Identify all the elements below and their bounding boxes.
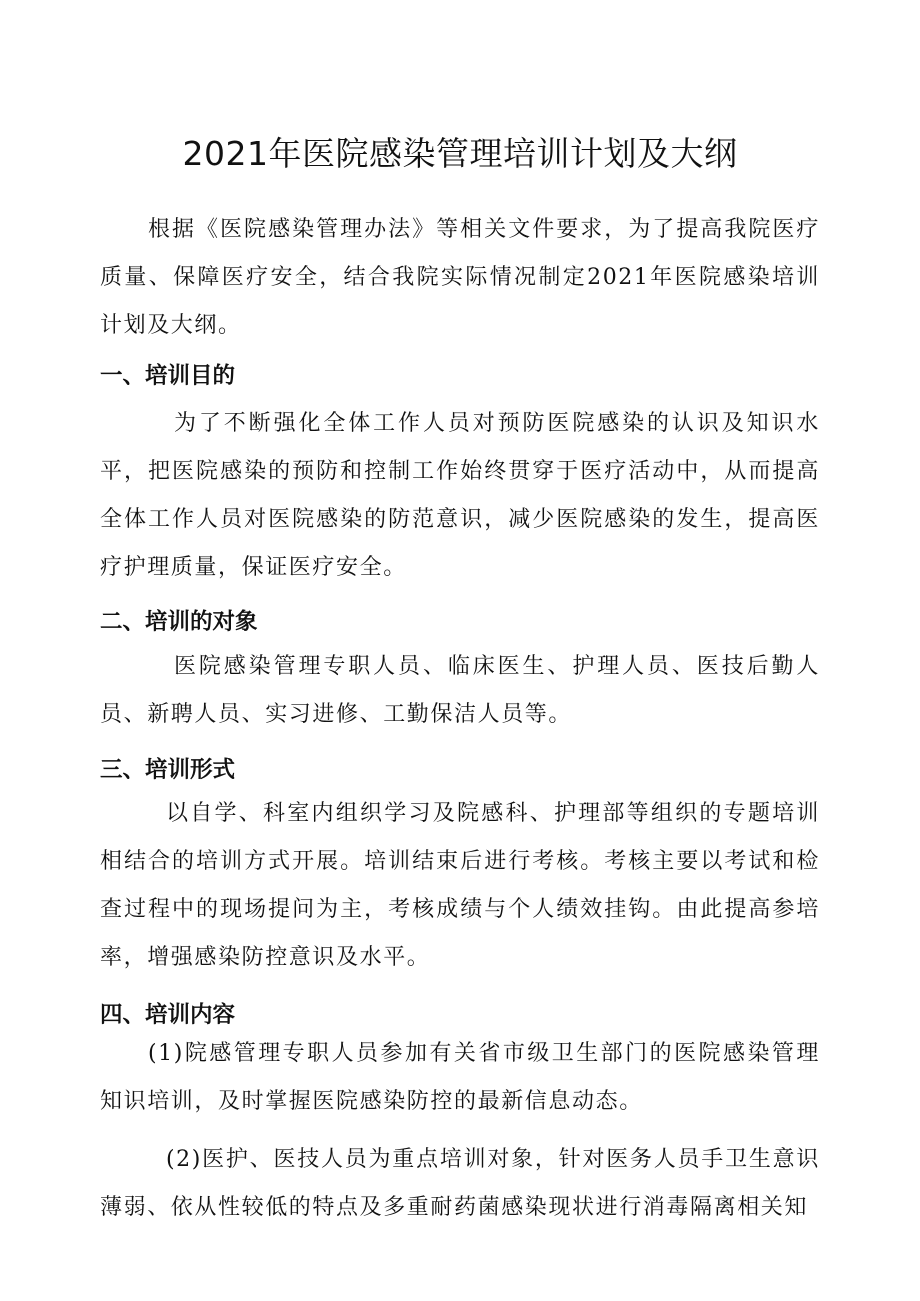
- content-item-1: (1)院感管理专职人员参加有关省市级卫生部门的医院感染管理知识培训，及时掌握医院感染防控的最新信息动态。: [100, 1041, 820, 1114]
- section-audience-text: 医院感染管理专职人员、临床医生、护理人员、医技后勤人员、新聘人员、实习进修、工勤保洁人员等。: [100, 654, 820, 727]
- document-title: 2021年医院感染管理培训计划及大纲: [182, 134, 738, 173]
- intro-paragraph: 根据《医院感染管理办法》等相关文件要求，为了提高我院医疗质量、保障医疗安全，结合我院实际情况制定2021年医院感染培训计划及大纲。: [100, 217, 820, 338]
- section-heading-audience: 二、培训的对象: [100, 609, 258, 635]
- section-format-text: 以自学、科室内组织学习及院感科、护理部等组织的专题培训相结合的培训方式开展。培训结束后进行考核。考核主要以考试和检查过程中的现场提问为主，考核成绩与个人绩效挂钩。由此提高参培率，增强感染防控意识及水平。: [100, 801, 820, 970]
- content-item-2: (2)医护、医技人员为重点培训对象，针对医务人员手卫生意识薄弱、依从性较低的特点及多重耐药菌感染现状进行消毒隔离相关知: [100, 1147, 820, 1220]
- section-purpose-text: 为了不断强化全体工作人员对预防医院感染的认识及知识水平，把医院感染的预防和控制工作始终贯穿于医疗活动中，从而提高全体工作人员对医院感染的防范意识，减少医院感染的发生，提高医疗护理质量，保证医疗安全。: [100, 411, 820, 580]
- section-heading-content: 四、培训内容: [100, 1002, 236, 1028]
- section-heading-purpose: 一、培训目的: [100, 363, 236, 389]
- section-heading-format: 三、培训形式: [100, 757, 236, 783]
